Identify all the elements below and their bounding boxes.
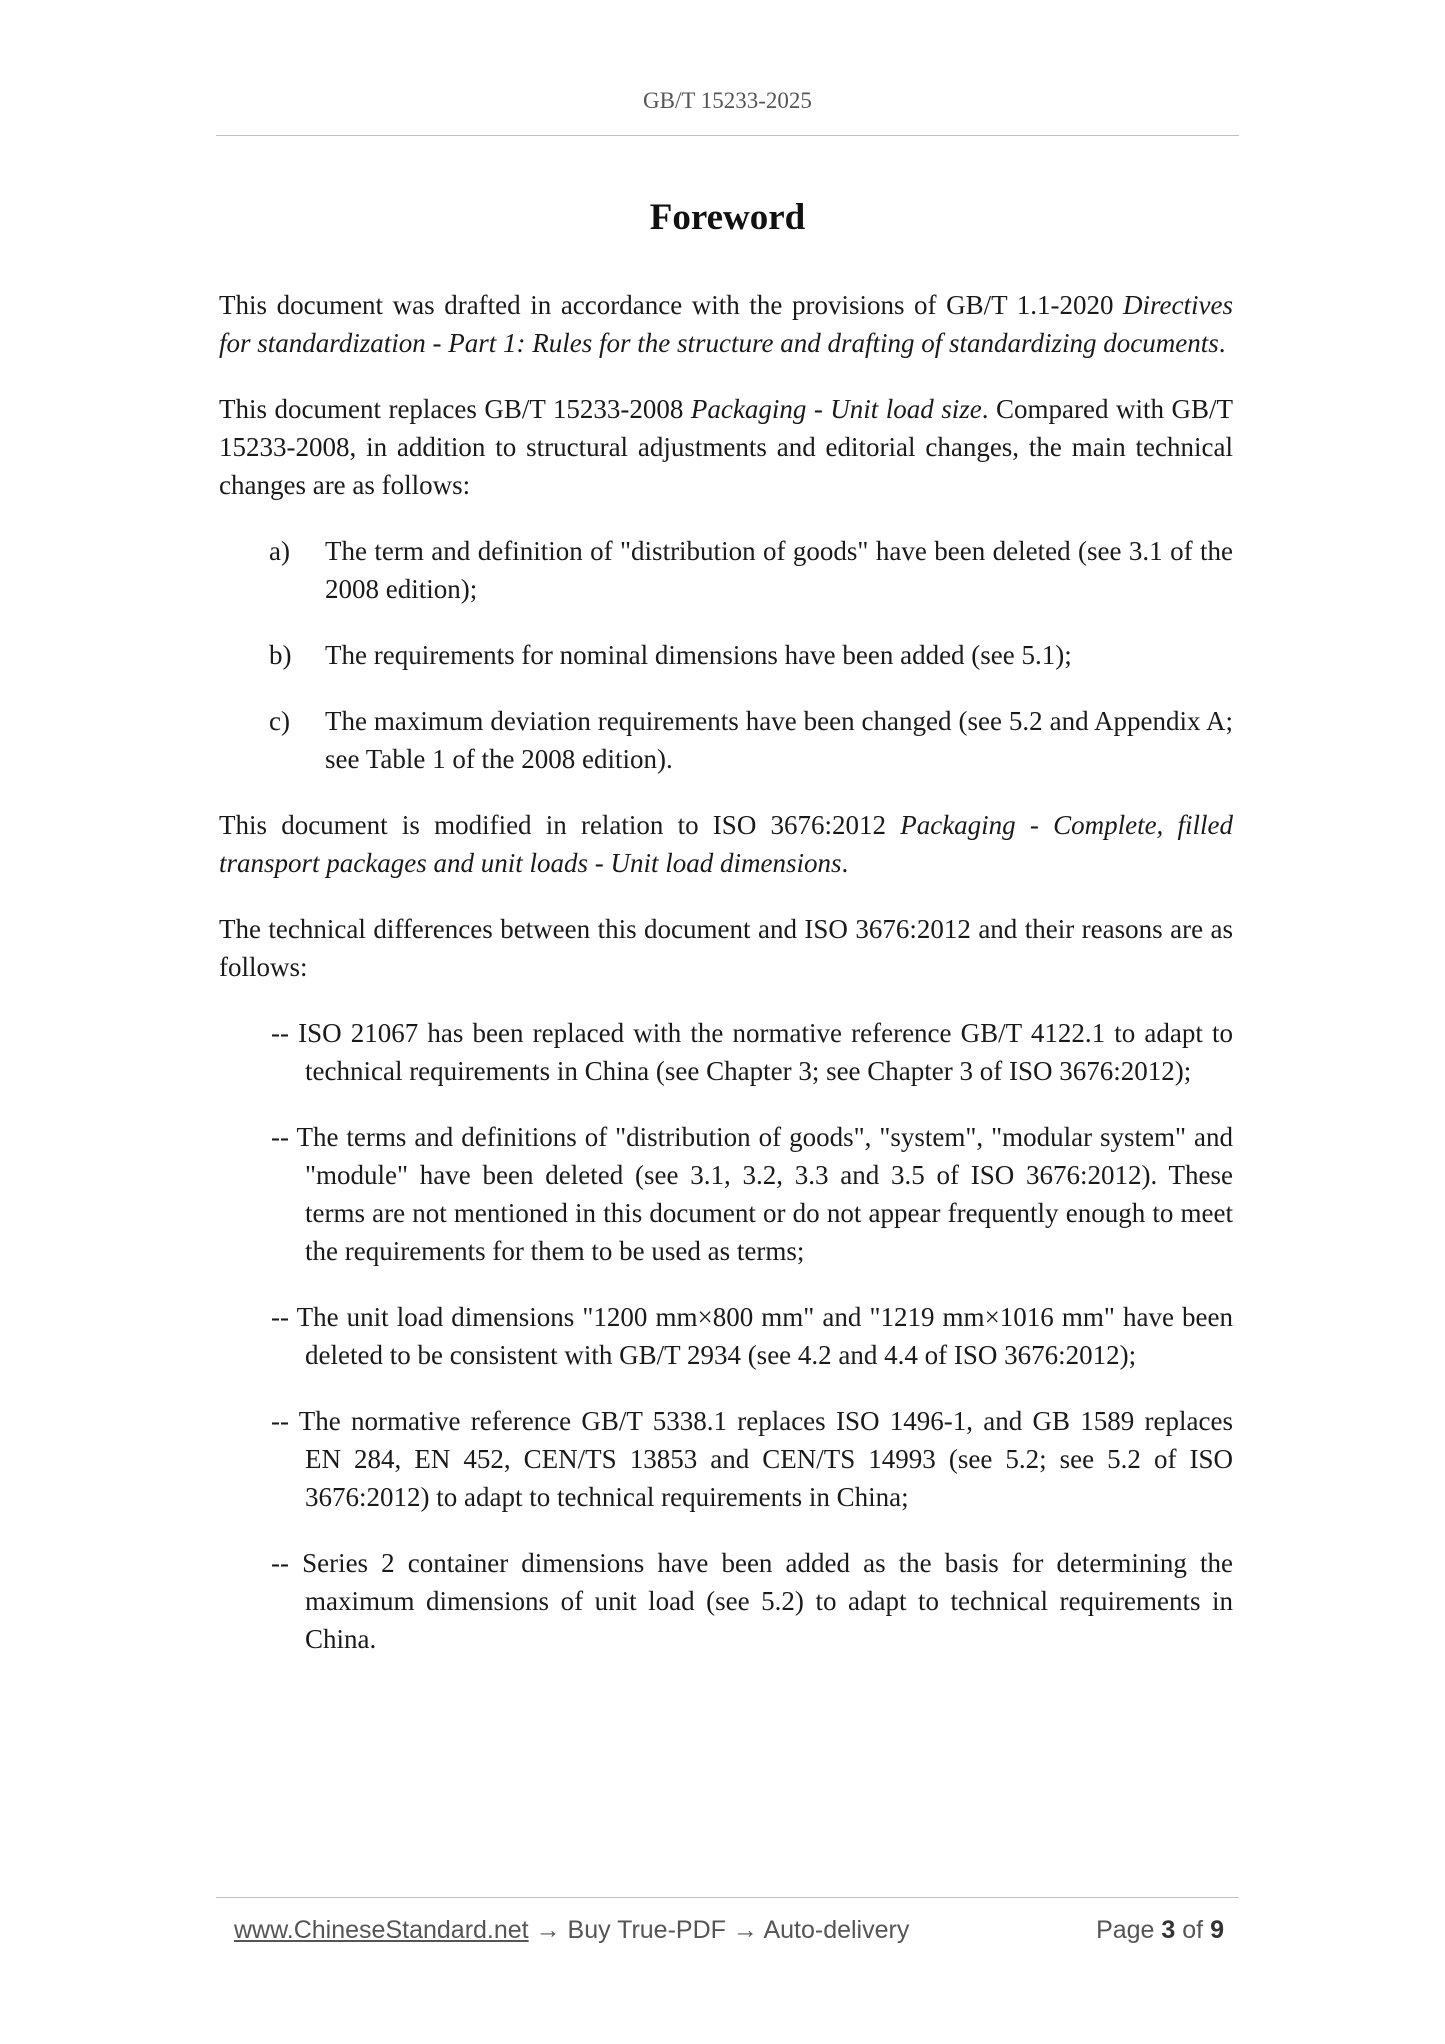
list-item: c) The maximum deviation requirements have been changed (see 5.2 and Appendix A; see Table 1 of the 2008 edition).: [219, 702, 1233, 778]
list-label: b): [269, 640, 292, 670]
paragraph-drafting: This document was drafted in accordance with the provisions of GB/T 1.1-2020 Directives for standardization - Part 1: Rules for the structure and drafting of standardizing documents.: [219, 290, 1233, 358]
page-footer: [234, 1916, 1224, 1952]
list-item: -- The unit load dimensions "1200 mm×800 mm" and "1219 mm×1016 mm" have been deleted to be consistent with GB/T 2934 (see 4.2 and 4.4 of ISO 3676:2012);: [271, 1302, 1233, 1370]
list-item: b) The requirements for nominal dimensions have been added (see 5.1);: [219, 636, 1233, 674]
buy-pdf-text: Buy True-PDF: [567, 1916, 726, 1944]
technical-differences-list: [219, 1014, 1233, 1658]
footer-rule: [216, 1897, 1239, 1898]
list-item: -- ISO 21067 has been replaced with the normative reference GB/T 4122.1 to adapt to technical requirements in China (see Chapter 3; see Chapter 3 of ISO 3676:2012);: [271, 1018, 1233, 1086]
header-rule: [216, 135, 1239, 136]
paragraph-replaces: This document replaces GB/T 15233-2008 Packaging - Unit load size. Compared with GB/T 15233-2008, in addition to structural adjustments and editorial changes, the main technical changes are as follows:: [219, 394, 1233, 500]
technical-changes-list: [219, 532, 1233, 778]
page-number: Page 3 of 9: [1096, 1916, 1224, 1944]
list-item: -- The normative reference GB/T 5338.1 replaces ISO 1496-1, and GB 1589 replaces EN 284, EN 452, CEN/TS 13853 and CEN/TS 14993 (see 5.2; see 5.2 of ISO 3676:2012) to adapt to technical requirements in China;: [271, 1406, 1233, 1512]
page-title: Foreword: [649, 197, 806, 238]
arrow-right-icon: →: [535, 1916, 561, 1944]
running-header: GB/T 15233-2025: [643, 88, 812, 113]
current-page: 3: [1161, 1916, 1176, 1944]
arrow-right-icon: →: [732, 1916, 758, 1944]
paragraph-differences-intro: The technical differences between this document and ISO 3676:2012 and their reasons are as follows:: [219, 914, 1233, 982]
site-link[interactable]: www.ChineseStandard.net: [234, 1916, 529, 1944]
list-label: c): [269, 706, 290, 736]
total-pages: 9: [1210, 1916, 1224, 1944]
auto-delivery-text: Auto-delivery: [763, 1916, 910, 1944]
paragraph-modified: This document is modified in relation to ISO 3676:2012 Packaging - Complete, filled transport packages and unit loads - Unit load dimensions.: [219, 810, 1233, 878]
list-item: -- Series 2 container dimensions have been added as the basis for determining the maximum dimensions of unit load (see 5.2) to adapt to technical requirements in China.: [271, 1548, 1233, 1654]
list-label: a): [269, 536, 290, 566]
directive-title: Directives for standardization - Part 1: Rules for the structure and drafting of standardizing documents: [219, 290, 1233, 358]
foreword-body: [219, 286, 1233, 1686]
list-item: a) The term and definition of "distribution of goods" have been deleted (see 3.1 of the 2008 edition);: [219, 532, 1233, 608]
list-item: -- The terms and definitions of "distribution of goods", "system", "modular system" and "module" have been deleted (see 3.1, 3.2, 3.3 and 3.5 of ISO 3676:2012). These terms are not mentioned in this document or do not appear frequently enough to meet the requirements for them to be used as terms;: [271, 1122, 1233, 1266]
